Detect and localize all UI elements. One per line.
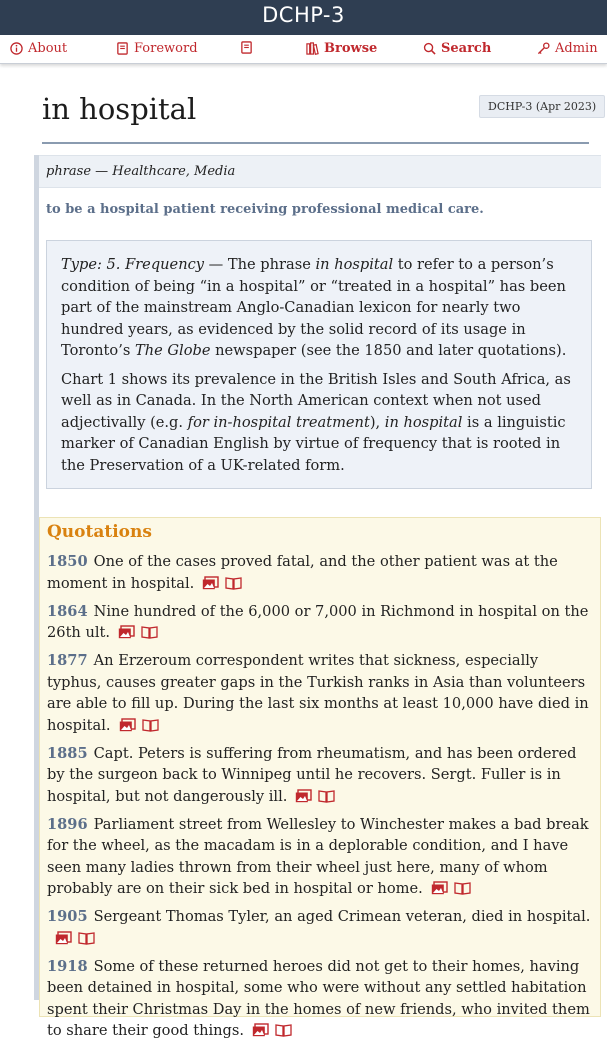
version-badge: DCHP-3 (Apr 2023) bbox=[479, 95, 605, 118]
quotation-text: One of the cases proved fatal, and the other patient was at the moment in hospital. bbox=[47, 553, 558, 592]
quotation-item bbox=[47, 743, 595, 808]
main-nav bbox=[0, 35, 607, 64]
commentary-paragraph-2: Chart 1 shows its prevalence in the British Isles and South Africa, as well as in Canada. In the North American context when not used adjectivally (e.g. for in-hospital treatment), in hospital is a linguistic marker of Canadian English by virtue of frequency that is rooted in the Preservation of a UK-related form. bbox=[61, 370, 571, 474]
open-book-icon[interactable] bbox=[78, 931, 95, 945]
open-book-icon[interactable] bbox=[454, 881, 471, 895]
image-icon[interactable] bbox=[295, 789, 312, 803]
quotation-item bbox=[47, 551, 595, 594]
nav-admin[interactable]: Admin bbox=[537, 41, 598, 56]
book-icon bbox=[116, 42, 129, 55]
commentary-paragraph-1: Type: 5. Frequency — The phrase in hospital to refer to a person’s condition of being “in a hospital” or “treated in a hospital” has been part of the mainstream Anglo-Canadian lexicon for nearly two hundred years, as evidenced by the solid record of its usage in Toronto’s The Globe newspaper (see the 1850 and later quotations). bbox=[61, 256, 567, 359]
nav-about[interactable]: About bbox=[10, 41, 67, 56]
nav-browse[interactable]: Browse bbox=[306, 41, 377, 56]
open-book-icon[interactable] bbox=[225, 576, 242, 590]
quotation-text: Some of these returned heroes did not get to their homes, having been detained in hospital, some who were without any settled habitation spent their Christmas Day in the homes of new friends, who invited them to share their good things. bbox=[47, 957, 590, 1039]
quotation-year: 1864 bbox=[47, 602, 88, 620]
quotation-item bbox=[47, 650, 595, 736]
app-title-bar bbox=[0, 0, 607, 35]
quotation-text: An Erzeroum correspondent writes that sickness, especially typhus, causes greater gaps in the Turkish ranks in Asia than volunteers are able to fill up. During the last six months at least 10,000 have died in hospital. bbox=[47, 652, 589, 734]
nav-search[interactable]: Search bbox=[423, 41, 491, 56]
app-title: DCHP-3 bbox=[262, 3, 345, 27]
quotation-item bbox=[47, 906, 595, 949]
key-icon bbox=[537, 42, 550, 55]
quotation-item bbox=[47, 601, 595, 644]
info-icon bbox=[10, 42, 23, 55]
search-icon bbox=[423, 42, 436, 55]
quotation-year: 1877 bbox=[47, 652, 88, 669]
image-icon[interactable] bbox=[119, 718, 136, 732]
quotation-year: 1850 bbox=[47, 553, 88, 570]
image-icon[interactable] bbox=[202, 576, 219, 590]
open-book-icon[interactable] bbox=[275, 1023, 292, 1037]
image-icon[interactable] bbox=[118, 625, 135, 639]
quotation-item bbox=[47, 814, 595, 900]
quotation-text: Nine hundred of the 6,000 or 7,000 in Richmond in hospital on the 26th ult. bbox=[47, 602, 589, 641]
quotations-heading: Quotations bbox=[47, 522, 152, 542]
page-title: in hospital bbox=[42, 92, 197, 126]
definition-text: to be a hospital patient receiving professional medical care. bbox=[46, 202, 484, 217]
image-icon[interactable] bbox=[431, 881, 448, 895]
open-book-icon[interactable] bbox=[318, 789, 335, 803]
quotation-year: 1885 bbox=[47, 744, 88, 762]
nav-foreword[interactable]: Foreword bbox=[116, 41, 198, 56]
quotation-year: 1905 bbox=[47, 908, 88, 925]
commentary-box bbox=[46, 240, 592, 489]
quotation-item bbox=[47, 956, 595, 1042]
quotation-list bbox=[47, 551, 595, 1048]
quotations-panel bbox=[39, 517, 601, 1039]
book-icon bbox=[240, 41, 253, 54]
quotation-text: Sergeant Thomas Tyler, an aged Crimean veteran, died in hospital. bbox=[93, 908, 591, 925]
nav-book[interactable] bbox=[240, 41, 253, 54]
phrase-label: phrase — Healthcare, Media bbox=[46, 164, 236, 179]
phrase-header bbox=[39, 155, 601, 188]
image-icon[interactable] bbox=[252, 1023, 269, 1037]
quotation-text: Capt. Peters is suffering from rheumatism, and has been ordered by the surgeon back to Winnipeg until he recovers. Sergt. Fuller is in hospital, but not dangerously ill. bbox=[47, 744, 577, 805]
title-divider bbox=[42, 142, 589, 144]
open-book-icon[interactable] bbox=[142, 718, 159, 732]
quotation-text: Parliament street from Wellesley to Winchester makes a bad break for the wheel, as the macadam is in a deplorable condition, and I have seen many ladies thrown from their wheel just here, many of whom probably are on their sick bed in hospital or home. bbox=[47, 815, 589, 897]
open-book-icon[interactable] bbox=[141, 625, 158, 639]
quotation-year: 1896 bbox=[47, 815, 88, 833]
books-icon bbox=[306, 42, 319, 55]
image-icon[interactable] bbox=[55, 931, 72, 945]
quotation-year: 1918 bbox=[47, 957, 88, 975]
